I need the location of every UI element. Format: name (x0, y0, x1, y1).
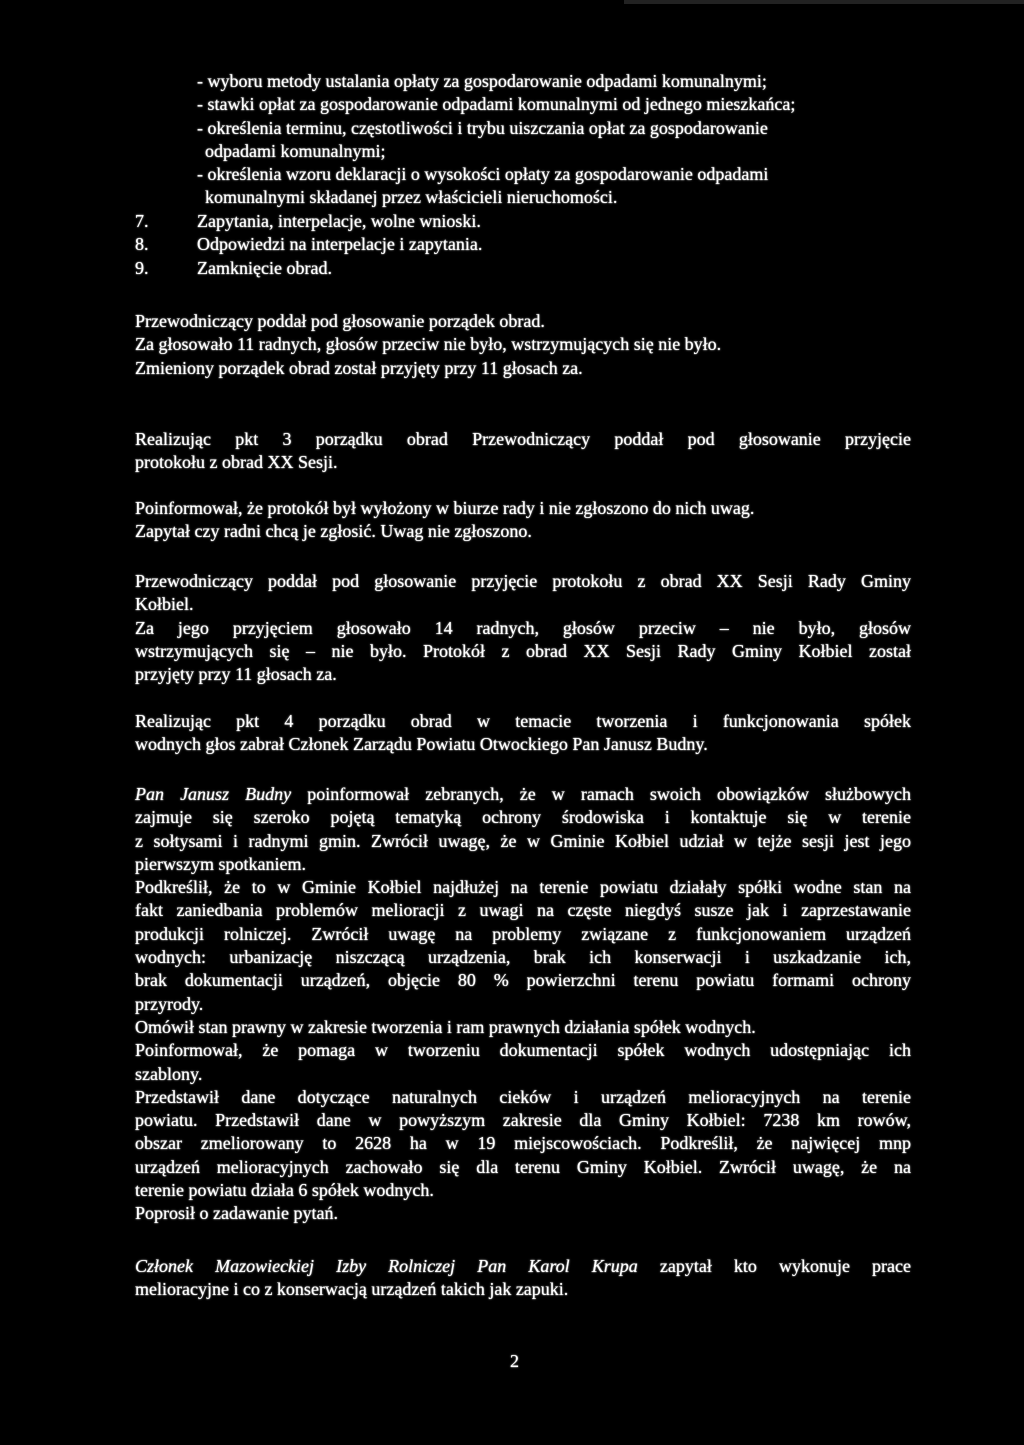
text-line: protokołu z obrad XX Sesji. (135, 452, 338, 473)
text-line: fakt zaniedbania problemów melioracji z uwagi na częste niegdyś susze jak i zaprzestawanie (135, 900, 911, 921)
agenda-item: - wyboru metody ustalania opłaty za gospodarowanie odpadami komunalnymi; (197, 71, 767, 91)
text-line: przyrody. (135, 993, 204, 1014)
text-line: Przewodniczący poddał pod głosowanie przyjęcie protokołu z obrad XX Sesji Rady Gminy (135, 571, 911, 591)
agenda-item: - określenia wzoru deklaracji o wysokości opłaty za gospodarowanie odpadami (197, 164, 769, 185)
text-line: szablony. (135, 1063, 203, 1084)
text-line: wodnych głos zabrał Członek Zarządu Powiatu Otwockiego Pan Janusz Budny. (135, 734, 708, 755)
text-line: Realizując pkt 3 porządku obrad Przewodniczący poddał pod głosowanie przyjęcie (135, 429, 911, 449)
text-line: Przedstawił dane dotyczące naturalnych cieków i urządzeń melioracyjnych na terenie (135, 1086, 911, 1107)
item-number: 8. (135, 234, 149, 255)
paragraph-vote-protocol (135, 570, 911, 686)
text-line: Omówił stan prawny w zakresie tworzenia i ram prawnych działania spółek wodnych. (135, 1016, 756, 1037)
text-line: terenie powiatu działa 6 spółek wodnych. (135, 1180, 434, 1201)
text-line: wstrzymujących się – nie było. Protokół z obrad XX Sesji Rady Gminy Kołbiel został (135, 640, 911, 661)
agenda-item: - określenia terminu, częstotliwości i trybu uiszczania opłat za gospodarowanie (197, 117, 768, 138)
speaker-name: Członek Mazowieckiej Izby Rolniczej Pan Karol Krupa (135, 1256, 638, 1276)
text-line: z sołtysami i radnymi gmin. Zwrócił uwagę, że w Gminie Kołbiel udział w tejże sesji jest jego (135, 830, 911, 851)
text-line: Poprosił o zadawanie pytań. (135, 1203, 338, 1224)
agenda-item: - stawki opłat za gospodarowanie odpadami komunalnymi od jednego mieszkańca; (197, 94, 796, 115)
agenda-item: odpadami komunalnymi; (205, 140, 386, 161)
text-line: produkcji rolniczej. Zwrócił uwagę na problemy związane z funkcjonowaniem urządzeń (135, 923, 911, 944)
item-number: 9. (135, 257, 149, 278)
text-line: Pan Janusz Budny poinformował zebranych, że w ramach swoich obowiązków służbowych (135, 784, 912, 804)
paragraph-point3 (135, 428, 911, 475)
text-line: Członek Mazowieckiej Izby Rolniczej Pan Karol Krupa zapytał kto wykonuje prace (135, 1256, 912, 1276)
numbered-list (135, 210, 835, 280)
scan-edge (624, 0, 1024, 4)
list-item (135, 233, 835, 256)
text-line: Przewodniczący poddał pod głosowanie porządek obrad. (135, 311, 545, 331)
paragraph-budny (135, 783, 911, 1226)
list-item (135, 257, 835, 280)
paragraph-krupa (135, 1255, 911, 1302)
text-line: zajmuje się szeroko pojętą tematyką ochrony środowiska i kontaktuje się w terenie (135, 807, 911, 828)
text-line: Podkreślił, że to w Gminie Kołbiel najdłużej na terenie powiatu działały spółki wodne stan na (135, 877, 911, 898)
text-line: Realizując pkt 4 porządku obrad w temacie tworzenia i funkcjonowania spółek (135, 711, 911, 731)
agenda-list (197, 70, 897, 210)
text-line: wodnych: urbanizację niszczącą urządzenia, brak ich konserwacji i uszkadzanie ich, (135, 947, 911, 968)
paragraph-informed (135, 497, 911, 544)
text-line: melioracyjne i co z konserwacją urządzeń takich jak zapuki. (135, 1279, 569, 1300)
item-text: Zapytania, interpelacje, wolne wnioski. (197, 211, 481, 231)
text-line: pierwszym spotkaniem. (135, 853, 306, 874)
agenda-item: komunalnymi składanej przez właścicieli nieruchomości. (205, 187, 618, 208)
text-line: obszar zmeliorowany to 2628 ha w 19 miejscowościach. Podkreślił, że najwięcej mnp (135, 1133, 911, 1154)
text-line: Za głosowało 11 radnych, głosów przeciw nie było, wstrzymujących się nie było. (135, 334, 722, 355)
page-number: 2 (510, 1351, 519, 1371)
paragraph-point4 (135, 710, 911, 757)
text-line: urządzeń melioracyjnych zachowało się dla terenu Gminy Kołbiel. Zwrócił uwagę, że na (135, 1156, 911, 1177)
text-line: Zapytał czy radni chcą je zgłosić. Uwag nie zgłoszono. (135, 521, 532, 542)
text-line: Poinformował, że protokół był wyłożony w biurze rady i nie zgłoszono do nich uwag. (135, 498, 755, 518)
text-line: Poinformował, że pomaga w tworzeniu dokumentacji spółek wodnych udostępniając ich (135, 1040, 911, 1061)
text-line: powiatu. Przedstawił dane w powyższym zakresie dla Gminy Kołbiel: 7238 km rowów, (135, 1110, 911, 1131)
text-line: Zmieniony porządek obrad został przyjęty przy 11 głosach za. (135, 357, 583, 378)
speaker-name: Pan Janusz Budny (135, 784, 292, 804)
paragraph-vote-order (135, 310, 911, 380)
text-line: Za jego przyjęciem głosowało 14 radnych, głosów przeciw – nie było, głosów (135, 617, 911, 638)
text-line: brak dokumentacji urządzeń, objęcie 80 % powierzchni terenu powiatu formami ochrony (135, 970, 911, 991)
item-text: Zamknięcie obrad. (197, 257, 332, 278)
item-number: 7. (135, 211, 149, 231)
text-line: Kołbiel. (135, 594, 194, 615)
item-text: Odpowiedzi na interpelacje i zapytania. (197, 234, 483, 255)
list-item (135, 210, 835, 233)
text-line: przyjęty przy 11 głosach za. (135, 664, 337, 685)
